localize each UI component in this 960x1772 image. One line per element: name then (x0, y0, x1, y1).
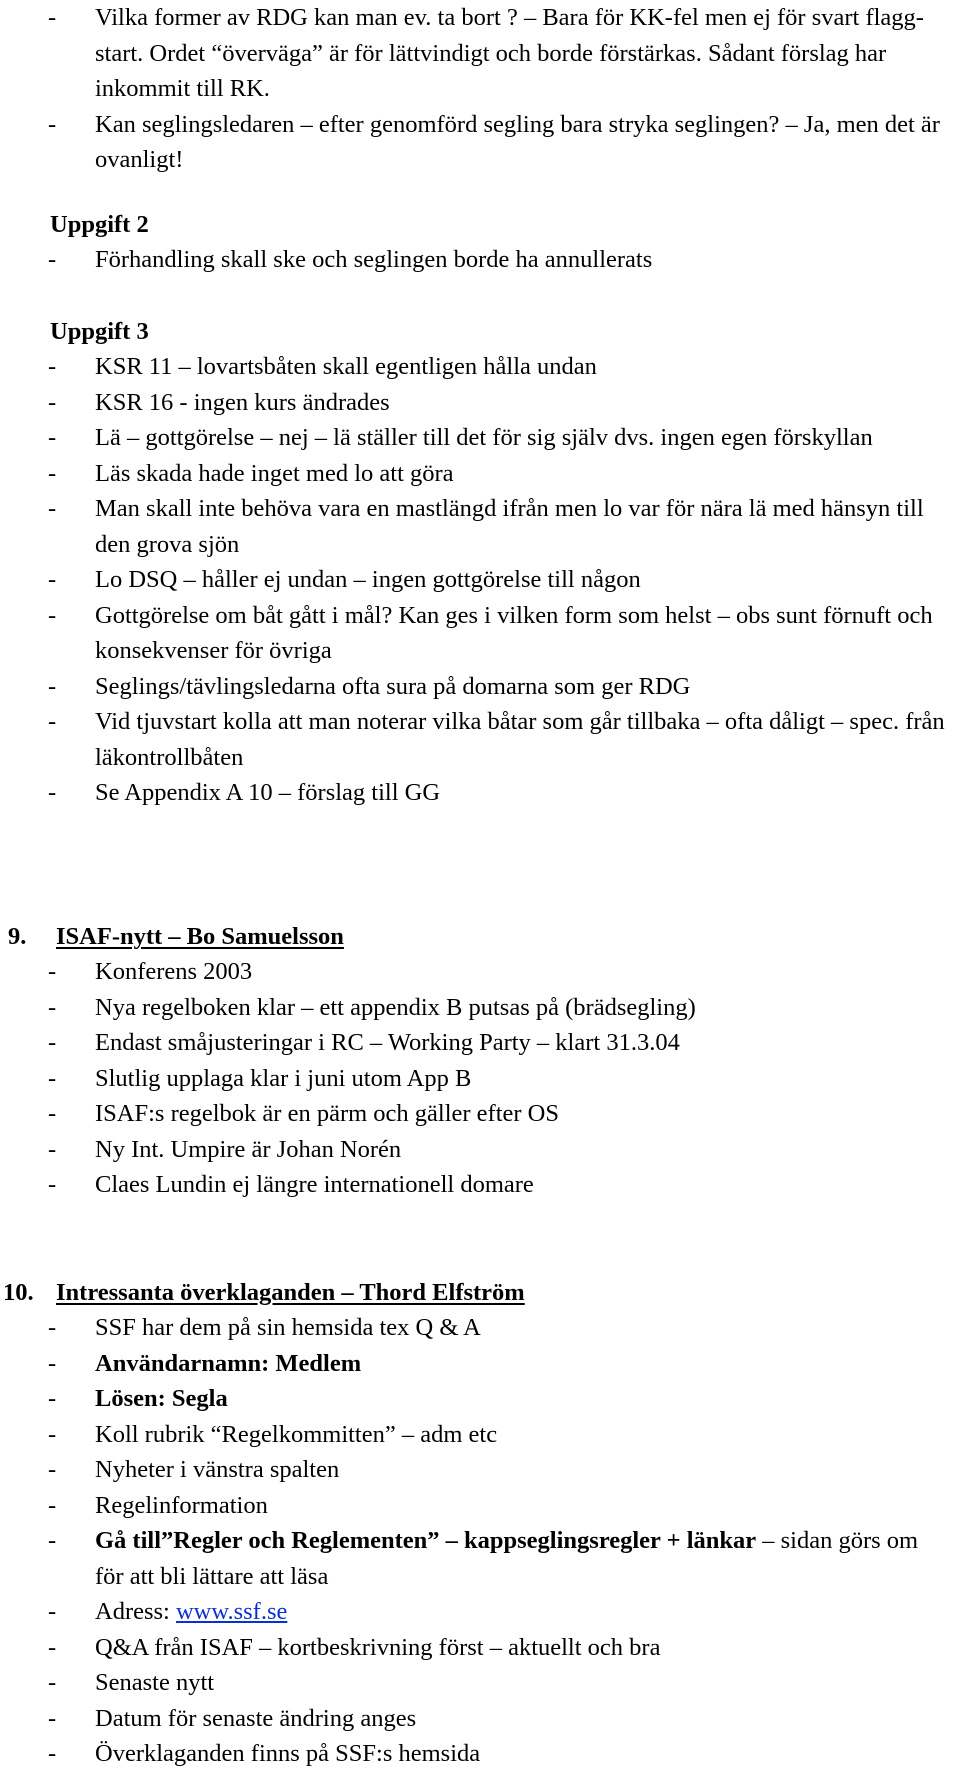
bullet-dash: - (48, 1527, 57, 1554)
list-item (0, 1310, 945, 1346)
list-item-text: Datum för senaste ändring anges (95, 1704, 417, 1732)
section9-list (0, 954, 960, 1203)
bullet-dash: - (48, 1349, 57, 1377)
list-item (0, 491, 945, 562)
list-item (0, 242, 945, 278)
bullet-dash: - (48, 1456, 57, 1483)
bullet-dash: - (48, 1420, 57, 1448)
list-item (0, 990, 945, 1026)
list-item (0, 598, 945, 669)
list-item (0, 1061, 945, 1097)
bullet-dash: - (48, 110, 57, 138)
list-item-text: ISAF:s regelbok är en pärm och gäller efter OS (95, 1100, 559, 1127)
bullet-dash: - (48, 1633, 57, 1661)
bullet-dash: - (48, 1171, 57, 1198)
list-item (0, 349, 945, 385)
list-item-text: Endast småjusteringar i RC – Working Party – klart 31.3.04 (95, 1029, 680, 1056)
list-item (0, 562, 945, 598)
section-title: Intressanta överklaganden – Thord Elfström (56, 1279, 525, 1306)
bullet-dash: - (48, 4, 57, 31)
list-item-text: Överklaganden finns på SSF:s hemsida (95, 1740, 481, 1767)
bullet-dash: - (48, 353, 57, 380)
list-item (0, 954, 945, 990)
list-item (0, 1096, 945, 1132)
list-item (0, 420, 945, 456)
bullet-dash: - (48, 708, 57, 735)
bullet-dash: - (48, 424, 57, 451)
list-item-text: – sidan görs om för att bli lättare att läsa (95, 1527, 919, 1590)
list-item (0, 1594, 945, 1630)
list-item-text: SSF har dem på sin hemsida tex Q & A (95, 1314, 481, 1341)
list-item-text: Nyheter i vänstra spalten (95, 1456, 340, 1483)
uppgift3-list (0, 349, 960, 811)
bullet-dash: - (48, 1135, 57, 1163)
list-item (0, 107, 945, 178)
list-item-text: Vilka former av RDG kan man ev. ta bort ? – Bara för KK-fel men ej för svart flagg-start. Ordet “överväga” är för lättvindigt och borde förstärkas. Sådant förslag har inkommit till RK. (95, 4, 924, 102)
section9-heading (8, 919, 344, 954)
list-item-text: Läs skada hade inget med lo att göra (95, 459, 454, 487)
list-item (0, 1381, 945, 1417)
bullet-dash: - (48, 1064, 57, 1092)
bullet-dash: - (48, 958, 57, 985)
uppgift3-heading: Uppgift 3 (50, 318, 149, 345)
list-item (0, 456, 945, 492)
list-item-text: Nya regelboken klar – ett appendix B putsas på (brädsegling) (95, 993, 696, 1021)
list-item (0, 1025, 945, 1061)
list-item-text: Man skall inte behöva vara en mastlängd ifrån men lo var för nära lä med hänsyn till den grova sjön (95, 495, 924, 558)
list-item-text: Ny Int. Umpire är Johan Norén (95, 1135, 402, 1163)
list-item (0, 1701, 945, 1737)
uppgift2-heading: Uppgift 2 (50, 211, 149, 238)
list-item (0, 669, 945, 705)
list-item-text: Koll rubrik “Regelkommitten” – adm etc (95, 1420, 498, 1448)
top-list (0, 0, 960, 178)
list-item (0, 1488, 945, 1524)
list-item-text: Lo DSQ – håller ej undan – ingen gottgörelse till någon (95, 566, 641, 593)
list-item (0, 1523, 945, 1594)
list-item-text: Lä – gottgörelse – nej – lä ställer till det för sig själv dvs. ingen egen förskyllan (95, 424, 873, 451)
list-item (0, 1452, 945, 1488)
bullet-dash: - (48, 1740, 57, 1767)
bullet-dash: - (48, 993, 57, 1021)
list-item (0, 704, 945, 775)
password-text: Lösen: Segla (95, 1385, 228, 1412)
list-item (0, 0, 945, 107)
bullet-dash: - (48, 566, 57, 593)
bullet-dash: - (48, 779, 57, 806)
list-item-text: Se Appendix A 10 – förslag till GG (95, 779, 441, 806)
list-item-text: Konferens 2003 (95, 958, 253, 985)
list-item (0, 1132, 945, 1168)
bullet-dash: - (48, 601, 57, 629)
list-item-text: Gottgörelse om båt gått i mål? Kan ges i vilken form som helst – obs sunt förnuft och konsekvenser för övriga (95, 601, 933, 664)
bullet-dash: - (48, 1314, 57, 1341)
list-item-text: Claes Lundin ej längre internationell domare (95, 1171, 534, 1198)
list-item (0, 775, 945, 811)
list-item-bold-text: Gå till”Regler och Reglementen” – kappseglingsregler + länkar (95, 1527, 757, 1554)
list-item-text: Seglings/tävlingsledarna ofta sura på domarna som ger RDG (95, 672, 691, 700)
list-item-text: Regelinformation (95, 1491, 268, 1519)
bullet-dash: - (48, 495, 57, 522)
uppgift2-list (0, 242, 960, 278)
list-item (0, 1167, 945, 1203)
list-item-text: Vid tjuvstart kolla att man noterar vilka båtar som går tillbaka – ofta dåligt – spec. från läkontrollbåten (95, 708, 945, 771)
bullet-dash: - (48, 1029, 57, 1056)
section10-heading (3, 1275, 525, 1310)
list-item-text: Senaste nytt (95, 1669, 215, 1696)
list-item-text: Förhandling skall ske och seglingen borde ha annullerats (95, 246, 653, 273)
bullet-dash: - (48, 459, 57, 487)
bullet-dash: - (48, 1385, 57, 1412)
bullet-dash: - (48, 1704, 57, 1732)
list-item (0, 1630, 945, 1666)
username-text: Användarnamn: Medlem (95, 1349, 362, 1377)
bullet-dash: - (48, 1669, 57, 1696)
bullet-dash: - (48, 388, 57, 416)
list-item-text: Kan seglingsledaren – efter genomförd segling bara stryka seglingen? – Ja, men det är ovanligt! (95, 110, 940, 173)
ssf-website-link[interactable]: www.ssf.se (175, 1598, 288, 1625)
bullet-dash: - (48, 1100, 57, 1127)
list-item (0, 385, 945, 421)
list-item-text: Q&A från ISAF – kortbeskrivning först – aktuellt och bra (95, 1633, 661, 1661)
section-title: ISAF-nytt – Bo Samuelsson (56, 923, 344, 950)
list-item (0, 1346, 945, 1382)
section-number: 9. (8, 923, 27, 950)
list-item-text: KSR 11 – lovartsbåten skall egentligen hålla undan (95, 353, 597, 380)
section-number: 10. (3, 1279, 34, 1306)
bullet-dash: - (48, 672, 57, 700)
list-item-text: Adress: (95, 1598, 176, 1625)
list-item-text: KSR 16 - ingen kurs ändrades (95, 388, 390, 416)
list-item (0, 1417, 945, 1453)
list-item-text: Slutlig upplaga klar i juni utom App B (95, 1064, 472, 1092)
bullet-dash: - (48, 246, 57, 273)
list-item (0, 1665, 945, 1701)
bullet-dash: - (48, 1598, 57, 1625)
bullet-dash: - (48, 1491, 57, 1519)
list-item (0, 1736, 945, 1772)
section10-list (0, 1310, 960, 1772)
